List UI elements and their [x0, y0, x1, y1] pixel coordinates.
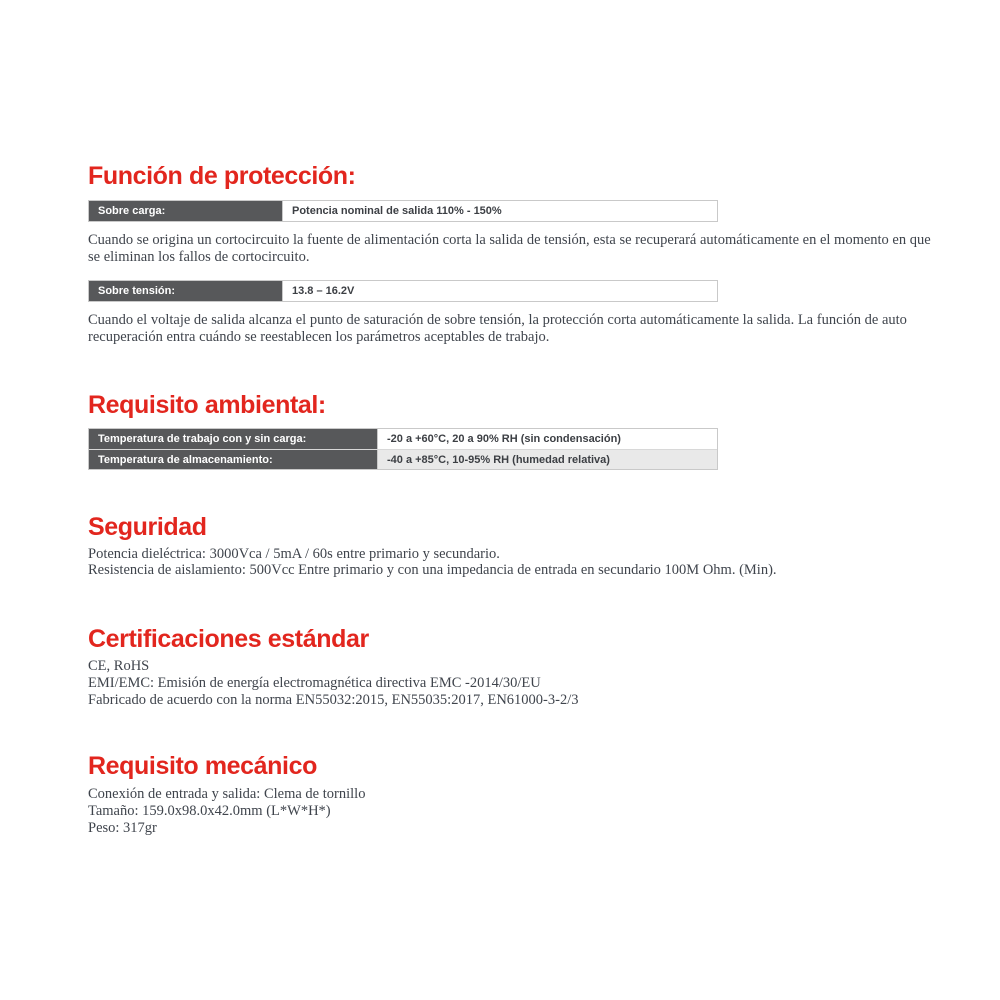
spec-table-temperaturas — [88, 428, 718, 470]
table-row — [89, 449, 717, 469]
text-line-resistencia-aislamiento: Resistencia de aislamiento: 500Vcc Entre primario y con una impedancia de entrada en secundario 100M Ohm. (Min). — [88, 562, 777, 578]
section-heading-ambiental: Requisito ambiental: — [88, 391, 326, 419]
spec-value-sobre-carga: Potencia nominal de salida 110% - 150% — [283, 201, 717, 221]
spec-document — [88, 162, 936, 837]
spec-label-sobre-carga: Sobre carga: — [89, 201, 283, 221]
paragraph-sobre-tension: Cuando el voltaje de salida alcanza el punto de saturación de sobre tensión, la protección corta automáticamente la salida. La función de auto recuperación entra cuándo se reestablecen los parámetros aceptables de trabajo. — [88, 312, 907, 345]
spec-value-temp-trabajo: -20 a +60°C, 20 a 90% RH (sin condensación) — [378, 429, 717, 449]
table-row — [89, 281, 717, 301]
paragraph-cortocircuito: Cuando se origina un cortocircuito la fuente de alimentación corta la salida de tensión, esta se recuperará automáticamente en el momento en que se eliminan los fallos de cortocircuito. — [88, 232, 931, 265]
text-line-ce-rohs: CE, RoHS — [88, 658, 150, 674]
spec-label-temp-almacenamiento: Temperatura de almacenamiento: — [89, 450, 378, 469]
section-heading-proteccion: Función de protección: — [88, 162, 356, 190]
text-line-tamano: Tamaño: 159.0x98.0x42.0mm (L*W*H*) — [88, 803, 331, 819]
section-seguridad — [88, 513, 936, 578]
spec-label-temp-trabajo: Temperatura de trabajo con y sin carga: — [89, 429, 378, 449]
text-line-normas: Fabricado de acuerdo con la norma EN55032:2015, EN55035:2017, EN61000-3-2/3 — [88, 692, 579, 708]
section-certificaciones — [88, 625, 936, 709]
section-heading-certificaciones: Certificaciones estándar — [88, 625, 369, 653]
spec-value-temp-almacenamiento: -40 a +85°C, 10-95% RH (humedad relativa) — [378, 450, 717, 469]
spec-label-sobre-tension: Sobre tensión: — [89, 281, 283, 301]
section-mecanico — [88, 752, 936, 837]
section-heading-mecanico: Requisito mecánico — [88, 752, 317, 780]
text-line-emi-emc: EMI/EMC: Emisión de energía electromagnética directiva EMC -2014/30/EU — [88, 675, 541, 691]
spec-table-sobre-tension — [88, 280, 718, 302]
spec-value-sobre-tension: 13.8 – 16.2V — [283, 281, 717, 301]
text-line-potencia-dielectrica: Potencia dieléctrica: 3000Vca / 5mA / 60s entre primario y secundario. — [88, 546, 500, 562]
text-line-conexion: Conexión de entrada y salida: Clema de tornillo — [88, 786, 366, 802]
table-row — [89, 429, 717, 449]
section-proteccion — [88, 162, 936, 346]
section-ambiental — [88, 391, 936, 470]
table-row — [89, 201, 717, 221]
text-line-peso: Peso: 317gr — [88, 820, 157, 836]
section-heading-seguridad: Seguridad — [88, 513, 207, 541]
spec-table-sobre-carga — [88, 200, 718, 222]
